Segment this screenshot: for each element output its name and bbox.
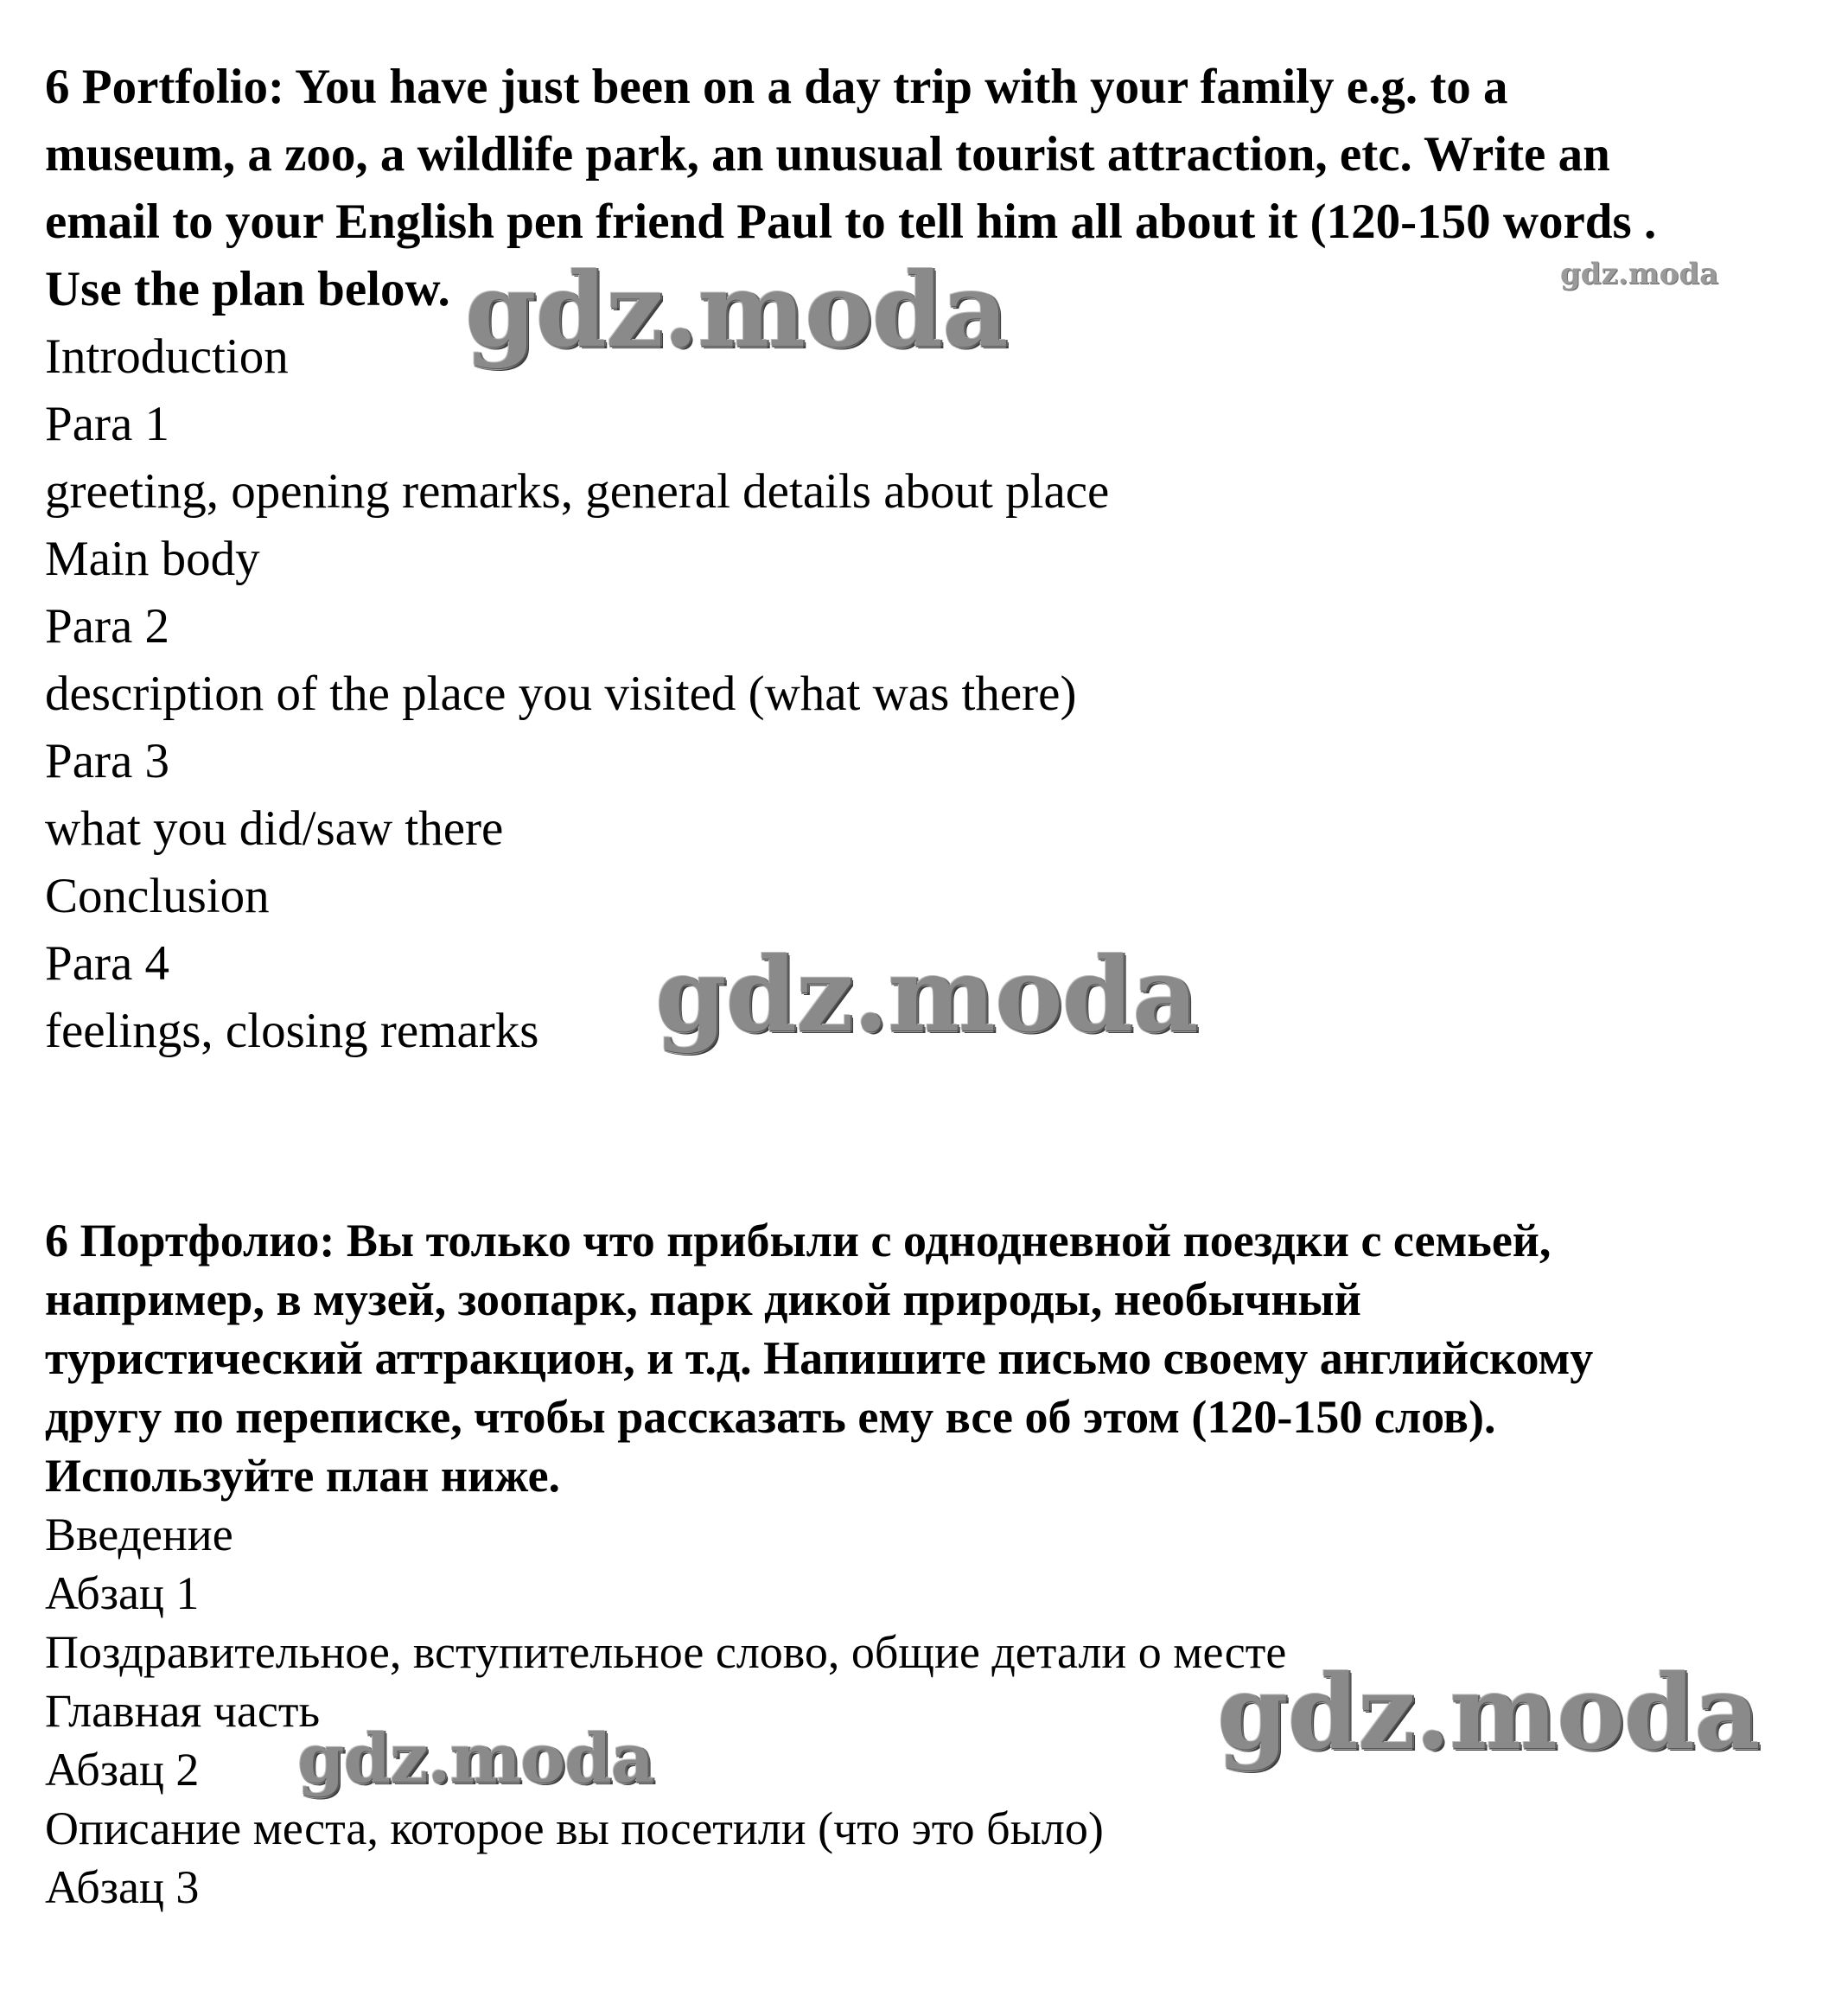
plan-paragraph-label: Абзац 3 <box>45 1861 200 1913</box>
plan-paragraph-description: Поздравительное, вступительное слово, общие детали о месте <box>45 1626 1287 1678</box>
english-task-line: Use the plan below. <box>45 262 450 316</box>
plan-paragraph-description: what you did/saw there <box>45 801 504 856</box>
russian-task-line: Используйте план ниже. <box>45 1450 561 1502</box>
russian-task-line: другу по переписке, чтобы рассказать ему все об этом (120-150 слов). <box>45 1391 1496 1443</box>
plan-paragraph-label: Para 1 <box>45 397 170 451</box>
plan-section-introduction: Introduction <box>45 329 289 384</box>
plan-paragraph-description: greeting, opening remarks, general details about place <box>45 464 1110 519</box>
plan-paragraph-description: description of the place you visited (what was there) <box>45 667 1077 721</box>
plan-section-main-body: Main body <box>45 532 260 586</box>
watermark: gdz.moda <box>655 935 1198 1055</box>
plan-paragraph-label: Para 4 <box>45 936 170 991</box>
watermark: gdz.moda <box>1560 257 1719 291</box>
plan-section-main-body: Главная часть <box>45 1685 321 1737</box>
plan-paragraph-label: Абзац 1 <box>45 1567 200 1619</box>
english-task-line: email to your English pen friend Paul to tell him all about it (120-150 words . <box>45 195 1657 249</box>
plan-paragraph-label: Абзац 2 <box>45 1744 200 1796</box>
plan-paragraph-label: Para 2 <box>45 599 170 654</box>
english-task-line: 6 Portfolio: You have just been on a day trip with your family e.g. to a <box>45 60 1508 114</box>
watermark: gdz.moda <box>1217 1652 1760 1772</box>
watermark: gdz.moda <box>297 1719 654 1798</box>
plan-paragraph-label: Para 3 <box>45 734 170 788</box>
plan-section-conclusion: Conclusion <box>45 869 270 923</box>
watermark: gdz.moda <box>465 250 1008 370</box>
plan-paragraph-description: Описание места, которое вы посетили (что это было) <box>45 1802 1104 1854</box>
plan-section-introduction: Введение <box>45 1509 233 1560</box>
plan-paragraph-description: feelings, closing remarks <box>45 1004 539 1058</box>
russian-task-line: например, в музей, зоопарк, парк дикой природы, необычный <box>45 1273 1361 1325</box>
russian-task-line: 6 Портфолио: Вы только что прибыли с однодневной поездки с семьей, <box>45 1215 1551 1266</box>
english-task-line: museum, a zoo, a wildlife park, an unusual tourist attraction, etc. Write an <box>45 127 1610 182</box>
russian-task-line: туристический аттракцион, и т.д. Напишите письмо своему английскому <box>45 1332 1594 1384</box>
